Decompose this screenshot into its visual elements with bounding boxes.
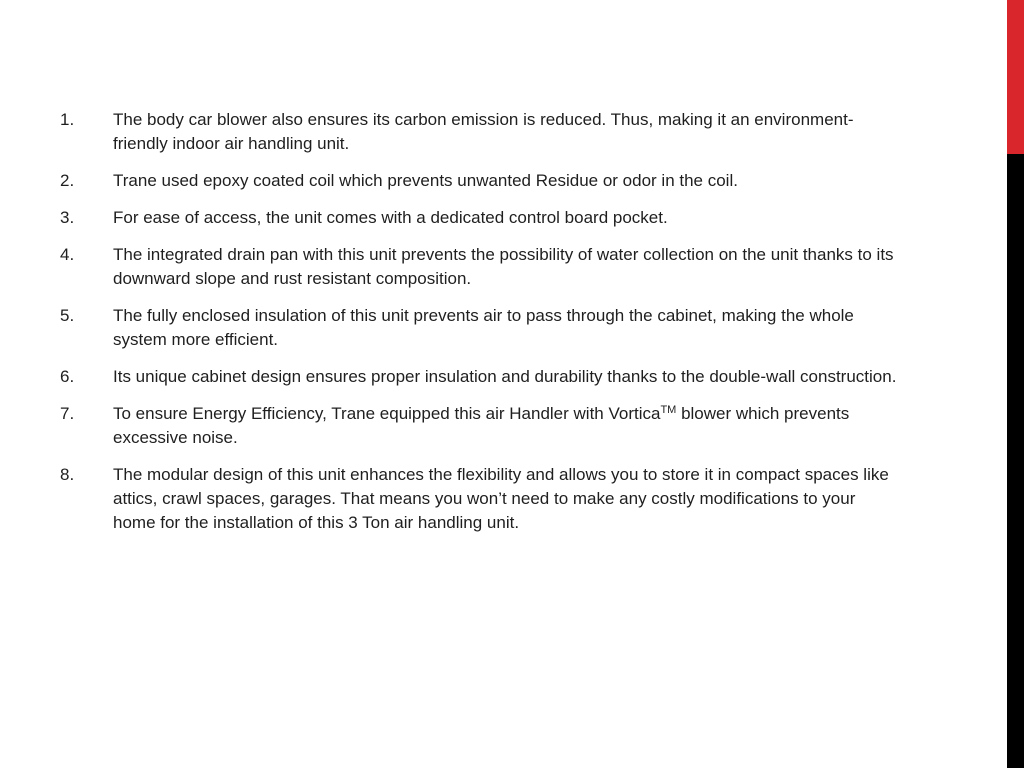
- list-item: [60, 463, 900, 535]
- numbered-list: [60, 108, 900, 548]
- list-item-number: 6.: [60, 367, 75, 386]
- list-item-number: 7.: [60, 404, 75, 423]
- list-item: [60, 169, 900, 193]
- side-bar: [1007, 0, 1024, 768]
- list-item: [60, 108, 900, 156]
- list-item-text: The body car blower also ensures its carbon emission is reduced. Thus, making it an environment-friendly indoor air handling unit.: [113, 110, 854, 153]
- list-item-text: [113, 404, 849, 447]
- side-bar-accent: [1007, 0, 1024, 154]
- list-item-text: Trane used epoxy coated coil which prevents unwanted Residue or odor in the coil.: [113, 171, 738, 190]
- list-item-number: 1.: [60, 110, 75, 129]
- list-item: [60, 304, 900, 352]
- list-item-text-after: blower which prevents excessive noise.: [113, 404, 850, 447]
- list-item-number: 4.: [60, 245, 75, 264]
- list-item-text: The fully enclosed insulation of this unit prevents air to pass through the cabinet, making the whole system more efficient.: [113, 306, 854, 349]
- list-item-number: 3.: [60, 208, 75, 227]
- list-item-number: 8.: [60, 465, 75, 484]
- list-item-text: The modular design of this unit enhances the flexibility and allows you to store it in compact spaces like attics, crawl spaces, garages. That means you won’t need to make any costly modifications to your home for the installation of this 3 Ton air handling unit.: [113, 465, 889, 532]
- list-item-number: 2.: [60, 171, 75, 190]
- list-item-text-before: To ensure Energy Efficiency, Trane equipped this air Handler with Vortica: [113, 404, 661, 423]
- list-item: [60, 365, 900, 389]
- list-item: [60, 243, 900, 291]
- list-item-number: 5.: [60, 306, 75, 325]
- list-item: [60, 206, 900, 230]
- list-item-text: The integrated drain pan with this unit prevents the possibility of water collection on the unit thanks to its downward slope and rust resistant composition.: [113, 245, 894, 288]
- trademark-superscript: TM: [660, 404, 677, 416]
- list-item-text: For ease of access, the unit comes with a dedicated control board pocket.: [113, 208, 668, 227]
- list-item-text: Its unique cabinet design ensures proper insulation and durability thanks to the double-wall construction.: [113, 367, 897, 386]
- list-item: [60, 402, 900, 450]
